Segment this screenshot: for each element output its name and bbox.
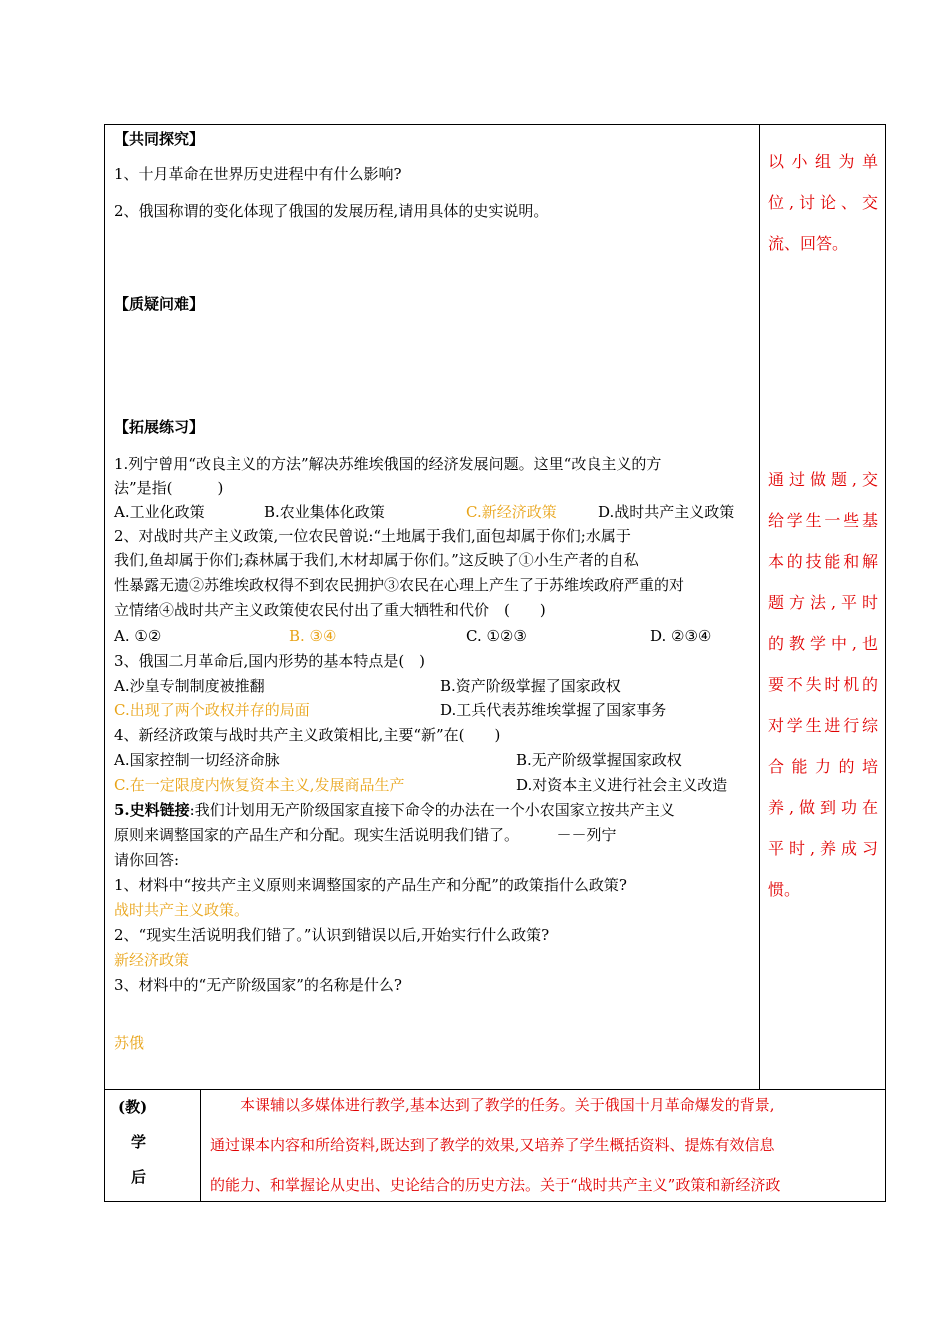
practice-q4-option-b: B.无产阶级掌握国家政权 (516, 751, 682, 769)
after-label-divider (200, 1089, 201, 1202)
section-heading-practice: 【拓展练习】 (114, 418, 205, 436)
side-note-line: 给学生一些基 (768, 511, 878, 530)
practice-q5-prompt: 请你回答: (114, 851, 180, 869)
practice-q5-line1 (114, 800, 675, 820)
side-note-line: 平时,养成习 (768, 839, 878, 858)
section-heading-doubt: 【质疑问难】 (114, 295, 205, 313)
side-note-line: 要不失时机的 (768, 675, 878, 694)
table-border-top (104, 124, 886, 125)
practice-q5-sub3: 3、材料中的“无产阶级国家”的名称是什么? (114, 976, 402, 994)
practice-q4-line1: 4、新经济政策与战时共产主义政策相比,主要“新”在( ) (114, 726, 501, 744)
practice-q5-line2: 原则来调整国家的产品生产和分配。现实生活说明我们错了。 －－列宁 (114, 826, 617, 844)
practice-q3-option-d: D.工兵代表苏维埃掌握了国家事务 (440, 701, 667, 719)
after-label-3: 后 (131, 1168, 147, 1186)
practice-q3-option-a: A.沙皇专制制度被推翻 (114, 677, 265, 695)
side-note-line: 以小组为单 (768, 152, 878, 171)
after-teaching-reflection (210, 1085, 866, 1205)
practice-q2-line1: 2、对战时共产主义政策,一位农民曾说:“土地属于我们,面包却属于你们;水属于 (114, 527, 631, 545)
practice-q4-option-d: D.对资本主义进行社会主义改造 (516, 776, 728, 794)
explore-question-2: 2、俄国称谓的变化体现了俄国的发展历程,请用具体的史实说明。 (114, 202, 549, 220)
practice-q5-text: :我们计划用无产阶级国家直接下命令的办法在一个小农国家立按共产主义 (189, 801, 675, 819)
side-note-line: 对学生进行综 (768, 716, 878, 735)
after-label-1: (教) (118, 1098, 148, 1116)
side-note-line: 位,讨论、交 (768, 193, 878, 212)
practice-q3-option-c-answer: C.出现了两个政权并存的局面 (114, 701, 310, 719)
side-note-line: 流、回答。 (768, 234, 849, 253)
practice-q2-line4: 立情绪④战时共产主义政策使农民付出了重大牺牲和代价 ( ) (114, 601, 546, 619)
practice-q5-sub1: 1、材料中“按共产主义原则来调整国家的产品生产和分配”的政策指什么政策? (114, 876, 627, 894)
table-column-divider (759, 124, 760, 1090)
section-heading-explore: 【共同探究】 (114, 130, 205, 148)
side-note-line: 养,做到功在 (768, 798, 878, 817)
practice-q1-line1: 1.列宁曾用“改良主义的方法”解决苏维埃俄国的经济发展问题。这里“改良主义的方 (114, 455, 662, 473)
after-label-2: 学 (131, 1133, 147, 1151)
practice-q4-option-c-answer: C.在一定限度内恢复资本主义,发展商品生产 (114, 776, 405, 794)
side-note-line: 题方法,平时 (768, 593, 878, 612)
practice-q5-label: 5.史料链接 (114, 801, 190, 819)
table-border-left (104, 124, 105, 1202)
practice-q1-option-b: B.农业集体化政策 (264, 503, 385, 521)
side-note-line: 的教学中,也 (768, 634, 878, 653)
practice-q5-answer1: 战时共产主义政策。 (114, 901, 250, 919)
practice-q3-option-b: B.资产阶级掌握了国家政权 (440, 677, 621, 695)
practice-q5-answer3: 苏俄 (114, 1034, 145, 1052)
practice-q1-line2: 法”是指( ) (114, 479, 224, 497)
reflection-line: 的能力、和掌握论从史出、史论结合的历史方法。关于“战时共产主义”政策和新经济政 (210, 1176, 781, 1194)
practice-q5-answer2: 新经济政策 (114, 951, 190, 969)
side-note-line: 本的技能和解 (768, 552, 878, 571)
practice-q1-option-c-answer: C.新经济政策 (466, 503, 557, 521)
practice-q2-option-b-answer: B. ③④ (289, 627, 337, 645)
side-note-practice (768, 459, 878, 910)
explore-question-1: 1、十月革命在世界历史进程中有什么影响? (114, 165, 402, 183)
practice-q5-sub2: 2、“现实生活说明我们错了。”认识到错误以后,开始实行什么政策? (114, 926, 550, 944)
practice-q2-line2: 我们,鱼却属于你们;森林属于我们,木材却属于你们。”这反映了①小生产者的自私 (114, 551, 639, 569)
practice-q2-option-c: C. ①②③ (466, 627, 527, 645)
table-border-right (885, 124, 886, 1202)
practice-q2-option-d: D. ②③④ (650, 627, 712, 645)
side-note-line: 惯。 (768, 880, 801, 899)
practice-q4-option-a: A.国家控制一切经济命脉 (114, 751, 280, 769)
practice-q1-option-a: A.工业化政策 (114, 503, 205, 521)
practice-q3-line1: 3、俄国二月革命后,国内形势的基本特点是( ) (114, 652, 426, 670)
practice-q2-option-a: A. ①② (114, 627, 162, 645)
side-note-line: 合能力的培 (768, 757, 878, 776)
practice-q2-line3: 性暴露无遗②苏维埃政权得不到农民拥护③农民在心理上产生了于苏维埃政府严重的对 (114, 576, 685, 594)
reflection-line: 本课辅以多媒体进行教学,基本达到了教学的任务。关于俄国十月革命爆发的背景, (210, 1096, 775, 1114)
practice-q1-option-d: D.战时共产主义政策 (598, 503, 735, 521)
side-note-line: 通过做题,交 (768, 470, 878, 489)
reflection-line: 通过课本内容和所给资料,既达到了教学的效果,又培养了学生概括资料、提炼有效信息 (210, 1136, 775, 1154)
side-note-group-discussion (768, 141, 878, 264)
